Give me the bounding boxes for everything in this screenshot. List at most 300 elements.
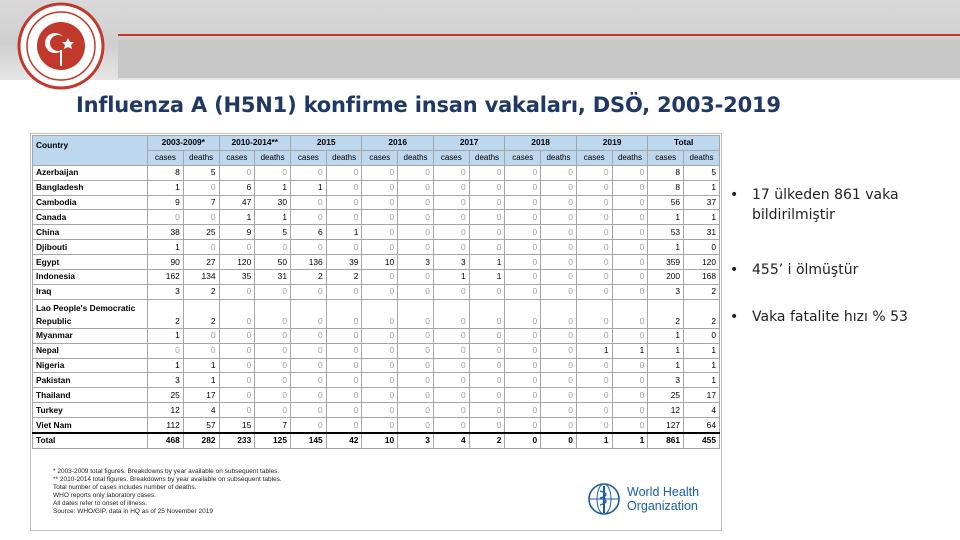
deaths-cell: 0 — [326, 180, 362, 195]
deaths-cell: 0 — [326, 358, 362, 373]
footnote: Total number of cases includes number of deaths. — [53, 484, 197, 491]
deaths-cell: 0 — [183, 240, 219, 255]
bullet-item — [728, 307, 908, 327]
header-band — [0, 0, 960, 80]
deaths-cell: 1 — [183, 373, 219, 388]
cases-cell: 0 — [290, 240, 326, 255]
deaths-cell: 0 — [469, 180, 505, 195]
cases-cell: 1 — [576, 343, 612, 358]
cases-cell: 0 — [576, 165, 612, 180]
table-row — [33, 373, 720, 388]
cases-cell: 3 — [148, 284, 184, 299]
cases-cell: 0 — [433, 328, 469, 343]
deaths-cell: 3 — [398, 255, 434, 270]
deaths-cell: 0 — [612, 299, 648, 328]
header-red-line — [118, 34, 960, 36]
deaths-cell: 1 — [684, 210, 720, 225]
cases-cell: 0 — [505, 373, 541, 388]
subheader-deaths: deaths — [612, 150, 648, 165]
cases-cell: 0 — [433, 388, 469, 403]
deaths-cell: 0 — [183, 180, 219, 195]
cases-cell: 145 — [290, 433, 326, 448]
cases-cell: 112 — [148, 418, 184, 433]
cases-cell: 0 — [505, 180, 541, 195]
deaths-cell: 0 — [612, 418, 648, 433]
table-row — [33, 210, 720, 225]
deaths-cell: 0 — [469, 403, 505, 418]
deaths-cell: 0 — [612, 195, 648, 210]
cases-cell: 120 — [219, 255, 255, 270]
deaths-cell: 0 — [326, 418, 362, 433]
table-row — [33, 195, 720, 210]
cases-cell: 0 — [505, 388, 541, 403]
cases-cell: 0 — [505, 328, 541, 343]
deaths-cell: 0 — [612, 240, 648, 255]
bullet-dot-icon: • — [730, 262, 739, 278]
cases-cell: 2 — [290, 270, 326, 285]
cases-cell: 1 — [219, 210, 255, 225]
deaths-cell: 0 — [183, 210, 219, 225]
deaths-cell: 1 — [684, 373, 720, 388]
cases-cell: 0 — [219, 358, 255, 373]
cases-cell: 0 — [576, 255, 612, 270]
cases-cell: 0 — [362, 284, 398, 299]
deaths-cell: 0 — [684, 328, 720, 343]
cases-cell: 10 — [362, 255, 398, 270]
subheader-cases: cases — [648, 150, 684, 165]
cases-cell: 2 — [148, 299, 184, 328]
cases-cell: 1 — [148, 358, 184, 373]
header-period: 2003-2009* — [148, 136, 219, 151]
cases-cell: 3 — [148, 373, 184, 388]
deaths-cell: 0 — [541, 433, 577, 448]
deaths-cell: 0 — [255, 343, 291, 358]
deaths-cell: 0 — [612, 165, 648, 180]
cases-cell: 0 — [433, 403, 469, 418]
country-cell: Total — [33, 433, 148, 448]
deaths-cell: 5 — [255, 225, 291, 240]
deaths-cell: 0 — [541, 358, 577, 373]
ministry-seal-logo — [6, 0, 116, 96]
deaths-cell: 0 — [612, 403, 648, 418]
cases-cell: 0 — [362, 343, 398, 358]
deaths-cell: 0 — [469, 240, 505, 255]
bullet-text: 455’ i ölmüştür — [752, 262, 859, 278]
deaths-cell: 0 — [541, 299, 577, 328]
deaths-cell: 2 — [469, 433, 505, 448]
who-logo-line: Organization — [627, 499, 698, 513]
cases-cell: 0 — [219, 388, 255, 403]
deaths-cell: 0 — [469, 165, 505, 180]
table-row — [33, 165, 720, 180]
cases-cell: 53 — [648, 225, 684, 240]
h5n1-cases-table — [32, 135, 720, 449]
deaths-cell: 125 — [255, 433, 291, 448]
cases-cell: 0 — [362, 180, 398, 195]
cases-cell: 0 — [362, 165, 398, 180]
deaths-cell: 0 — [326, 328, 362, 343]
deaths-cell: 0 — [255, 388, 291, 403]
deaths-cell: 0 — [612, 225, 648, 240]
deaths-cell: 0 — [541, 165, 577, 180]
deaths-cell: 1 — [183, 358, 219, 373]
cases-cell: 3 — [433, 255, 469, 270]
subheader-deaths: deaths — [469, 150, 505, 165]
header-country: Country — [33, 136, 148, 166]
subheader-cases: cases — [576, 150, 612, 165]
deaths-cell: 0 — [326, 210, 362, 225]
deaths-cell: 0 — [541, 180, 577, 195]
cases-cell: 0 — [290, 328, 326, 343]
deaths-cell: 0 — [541, 210, 577, 225]
deaths-cell: 0 — [612, 358, 648, 373]
cases-cell: 0 — [576, 240, 612, 255]
cases-cell: 38 — [148, 225, 184, 240]
bullet-item — [728, 260, 858, 280]
table-row — [33, 284, 720, 299]
footnote: ** 2010-2014 total figures. Breakdowns by year available on subsequent tables. — [53, 476, 282, 483]
cases-cell: 0 — [290, 195, 326, 210]
cases-cell: 0 — [505, 358, 541, 373]
cases-cell: 0 — [505, 299, 541, 328]
deaths-cell: 0 — [398, 343, 434, 358]
cases-cell: 12 — [148, 403, 184, 418]
cases-cell: 0 — [290, 358, 326, 373]
country-cell: Egypt — [33, 255, 148, 270]
subheader-cases: cases — [505, 150, 541, 165]
deaths-cell: 0 — [255, 299, 291, 328]
who-logo — [587, 482, 699, 516]
table-row — [33, 418, 720, 433]
deaths-cell: 2 — [684, 284, 720, 299]
cases-cell: 233 — [219, 433, 255, 448]
cases-cell: 0 — [505, 210, 541, 225]
cases-cell: 0 — [433, 284, 469, 299]
table-total-row — [33, 433, 720, 448]
who-emblem-icon — [587, 482, 621, 516]
cases-cell: 90 — [148, 255, 184, 270]
deaths-cell: 0 — [541, 195, 577, 210]
footnote: * 2003-2009 total figures. Breakdowns by year available on subsequent tables. — [53, 468, 280, 475]
subheader-deaths: deaths — [326, 150, 362, 165]
cases-cell: 0 — [290, 373, 326, 388]
deaths-cell: 0 — [541, 388, 577, 403]
deaths-cell: 0 — [326, 343, 362, 358]
deaths-cell: 0 — [612, 328, 648, 343]
cases-cell: 15 — [219, 418, 255, 433]
deaths-cell: 134 — [183, 270, 219, 285]
cases-cell: 359 — [648, 255, 684, 270]
header-period: 2017 — [433, 136, 504, 151]
cases-cell: 0 — [576, 195, 612, 210]
cases-cell: 0 — [433, 358, 469, 373]
deaths-cell: 0 — [469, 328, 505, 343]
cases-cell: 1 — [648, 328, 684, 343]
cases-cell: 1 — [576, 433, 612, 448]
subheader-deaths: deaths — [398, 150, 434, 165]
cases-cell: 0 — [219, 328, 255, 343]
cases-cell: 0 — [290, 284, 326, 299]
deaths-cell: 168 — [684, 270, 720, 285]
cases-cell: 1 — [648, 343, 684, 358]
deaths-cell: 1 — [326, 225, 362, 240]
deaths-cell: 0 — [398, 240, 434, 255]
cases-cell: 0 — [290, 418, 326, 433]
cases-cell: 0 — [290, 210, 326, 225]
cases-cell: 2 — [648, 299, 684, 328]
h5n1-table-image — [30, 133, 722, 531]
bullet-dot-icon: • — [730, 187, 739, 203]
subheader-cases: cases — [433, 150, 469, 165]
deaths-cell: 0 — [612, 255, 648, 270]
country-cell: Djibouti — [33, 240, 148, 255]
cases-cell: 0 — [576, 358, 612, 373]
cases-cell: 0 — [362, 195, 398, 210]
country-cell: Indonesia — [33, 270, 148, 285]
header-period: Total — [648, 136, 720, 151]
deaths-cell: 0 — [398, 210, 434, 225]
deaths-cell: 0 — [398, 358, 434, 373]
cases-cell: 0 — [219, 343, 255, 358]
cases-cell: 0 — [290, 403, 326, 418]
deaths-cell: 120 — [684, 255, 720, 270]
deaths-cell: 3 — [398, 433, 434, 448]
table-row — [33, 328, 720, 343]
deaths-cell: 0 — [398, 388, 434, 403]
deaths-cell: 31 — [255, 270, 291, 285]
cases-cell: 0 — [290, 299, 326, 328]
deaths-cell: 0 — [541, 240, 577, 255]
cases-cell: 0 — [219, 165, 255, 180]
cases-cell: 1 — [148, 328, 184, 343]
deaths-cell: 1 — [612, 343, 648, 358]
cases-cell: 0 — [576, 180, 612, 195]
cases-cell: 0 — [290, 343, 326, 358]
cases-cell: 0 — [576, 284, 612, 299]
deaths-cell: 0 — [255, 240, 291, 255]
cases-cell: 0 — [219, 284, 255, 299]
cases-cell: 3 — [648, 373, 684, 388]
cases-cell: 0 — [433, 225, 469, 240]
cases-cell: 136 — [290, 255, 326, 270]
subheader-cases: cases — [362, 150, 398, 165]
deaths-cell: 0 — [612, 284, 648, 299]
deaths-cell: 0 — [612, 180, 648, 195]
deaths-cell: 27 — [183, 255, 219, 270]
deaths-cell: 0 — [398, 418, 434, 433]
cases-cell: 162 — [148, 270, 184, 285]
deaths-cell: 0 — [541, 225, 577, 240]
deaths-cell: 0 — [469, 225, 505, 240]
cases-cell: 6 — [290, 225, 326, 240]
cases-cell: 0 — [362, 358, 398, 373]
cases-cell: 0 — [362, 403, 398, 418]
deaths-cell: 0 — [183, 343, 219, 358]
country-cell: Turkey — [33, 403, 148, 418]
deaths-cell: 5 — [684, 165, 720, 180]
cases-cell: 0 — [219, 240, 255, 255]
deaths-cell: 0 — [255, 358, 291, 373]
deaths-cell: 0 — [612, 210, 648, 225]
deaths-cell: 0 — [398, 270, 434, 285]
deaths-cell: 0 — [255, 165, 291, 180]
cases-cell: 0 — [362, 270, 398, 285]
cases-cell: 25 — [148, 388, 184, 403]
deaths-cell: 1 — [469, 270, 505, 285]
subheader-cases: cases — [290, 150, 326, 165]
deaths-cell: 2 — [326, 270, 362, 285]
deaths-cell: 0 — [255, 328, 291, 343]
subheader-deaths: deaths — [255, 150, 291, 165]
subheader-deaths: deaths — [541, 150, 577, 165]
cases-cell: 0 — [576, 270, 612, 285]
header-period: 2015 — [290, 136, 361, 151]
table-row — [33, 180, 720, 195]
deaths-cell: 0 — [398, 299, 434, 328]
subheader-cases: cases — [219, 150, 255, 165]
table-row — [33, 403, 720, 418]
footnotes — [53, 468, 282, 516]
header-period: 2019 — [576, 136, 647, 151]
cases-cell: 0 — [290, 165, 326, 180]
cases-cell: 0 — [433, 165, 469, 180]
deaths-cell: 4 — [684, 403, 720, 418]
cases-cell: 0 — [433, 210, 469, 225]
deaths-cell: 2 — [183, 299, 219, 328]
cases-cell: 0 — [362, 210, 398, 225]
deaths-cell: 0 — [398, 165, 434, 180]
cases-cell: 0 — [362, 418, 398, 433]
table-body — [33, 165, 720, 448]
footnote: Source: WHO/GIP, data in HQ as of 25 November 2019 — [53, 508, 213, 515]
cases-cell: 0 — [148, 343, 184, 358]
cases-cell: 0 — [433, 373, 469, 388]
cases-cell: 0 — [433, 418, 469, 433]
deaths-cell: 1 — [684, 343, 720, 358]
cases-cell: 47 — [219, 195, 255, 210]
table-row — [33, 240, 720, 255]
deaths-cell: 1 — [469, 255, 505, 270]
deaths-cell: 1 — [255, 180, 291, 195]
cases-cell: 1 — [648, 240, 684, 255]
cases-cell: 0 — [362, 388, 398, 403]
cases-cell: 4 — [433, 433, 469, 448]
table-row — [33, 299, 720, 328]
deaths-cell: 17 — [183, 388, 219, 403]
cases-cell: 861 — [648, 433, 684, 448]
deaths-cell: 0 — [398, 284, 434, 299]
who-logo-text — [627, 485, 699, 513]
cases-cell: 0 — [576, 328, 612, 343]
cases-cell: 0 — [505, 240, 541, 255]
cases-cell: 0 — [362, 225, 398, 240]
deaths-cell: 0 — [469, 210, 505, 225]
cases-cell: 0 — [576, 299, 612, 328]
cases-cell: 3 — [648, 284, 684, 299]
cases-cell: 0 — [362, 328, 398, 343]
deaths-cell: 0 — [398, 180, 434, 195]
deaths-cell: 1 — [612, 433, 648, 448]
deaths-cell: 0 — [255, 403, 291, 418]
deaths-cell: 4 — [183, 403, 219, 418]
cases-cell: 1 — [648, 210, 684, 225]
cases-cell: 0 — [505, 195, 541, 210]
deaths-cell: 0 — [612, 388, 648, 403]
deaths-cell: 2 — [183, 284, 219, 299]
deaths-cell: 31 — [684, 225, 720, 240]
deaths-cell: 0 — [255, 373, 291, 388]
cases-cell: 1 — [433, 270, 469, 285]
country-cell: Bangladesh — [33, 180, 148, 195]
cases-cell: 0 — [433, 343, 469, 358]
cases-cell: 0 — [433, 299, 469, 328]
cases-cell: 1 — [290, 180, 326, 195]
deaths-cell: 1 — [684, 358, 720, 373]
cases-cell: 0 — [433, 240, 469, 255]
country-cell: Lao People's Democratic Republic — [33, 299, 148, 328]
deaths-cell: 0 — [541, 373, 577, 388]
deaths-cell: 7 — [255, 418, 291, 433]
subheader-deaths: deaths — [684, 150, 720, 165]
table-row — [33, 255, 720, 270]
cases-cell: 9 — [219, 225, 255, 240]
cases-cell: 0 — [505, 270, 541, 285]
deaths-cell: 0 — [469, 299, 505, 328]
deaths-cell: 0 — [398, 195, 434, 210]
cases-cell: 12 — [648, 403, 684, 418]
deaths-cell: 0 — [612, 373, 648, 388]
deaths-cell: 0 — [684, 240, 720, 255]
cases-cell: 0 — [362, 240, 398, 255]
cases-cell: 0 — [576, 210, 612, 225]
table-row — [33, 343, 720, 358]
header-period: 2010-2014** — [219, 136, 290, 151]
deaths-cell: 0 — [541, 418, 577, 433]
deaths-cell: 0 — [469, 195, 505, 210]
cases-cell: 200 — [648, 270, 684, 285]
cases-cell: 0 — [505, 343, 541, 358]
cases-cell: 0 — [433, 195, 469, 210]
deaths-cell: 17 — [684, 388, 720, 403]
cases-cell: 0 — [576, 388, 612, 403]
table-row — [33, 225, 720, 240]
deaths-cell: 0 — [541, 343, 577, 358]
deaths-cell: 0 — [326, 284, 362, 299]
cases-cell: 25 — [648, 388, 684, 403]
cases-cell: 35 — [219, 270, 255, 285]
deaths-cell: 64 — [684, 418, 720, 433]
deaths-cell: 0 — [541, 403, 577, 418]
deaths-cell: 50 — [255, 255, 291, 270]
cases-cell: 0 — [219, 299, 255, 328]
cases-cell: 127 — [648, 418, 684, 433]
deaths-cell: 25 — [183, 225, 219, 240]
cases-cell: 0 — [576, 225, 612, 240]
cases-cell: 9 — [148, 195, 184, 210]
deaths-cell: 2 — [684, 299, 720, 328]
bullet-item — [728, 185, 953, 225]
cases-cell: 0 — [505, 403, 541, 418]
deaths-cell: 0 — [255, 284, 291, 299]
cases-cell: 0 — [576, 403, 612, 418]
cases-cell: 56 — [648, 195, 684, 210]
footnote: WHO reports only laboratory cases. — [53, 492, 156, 499]
bullet-text: 17 ülkeden 861 vaka bildirilmiştir — [752, 187, 899, 223]
cases-cell: 0 — [576, 418, 612, 433]
deaths-cell: 0 — [541, 284, 577, 299]
header-period: 2016 — [362, 136, 433, 151]
country-cell: Myanmar — [33, 328, 148, 343]
